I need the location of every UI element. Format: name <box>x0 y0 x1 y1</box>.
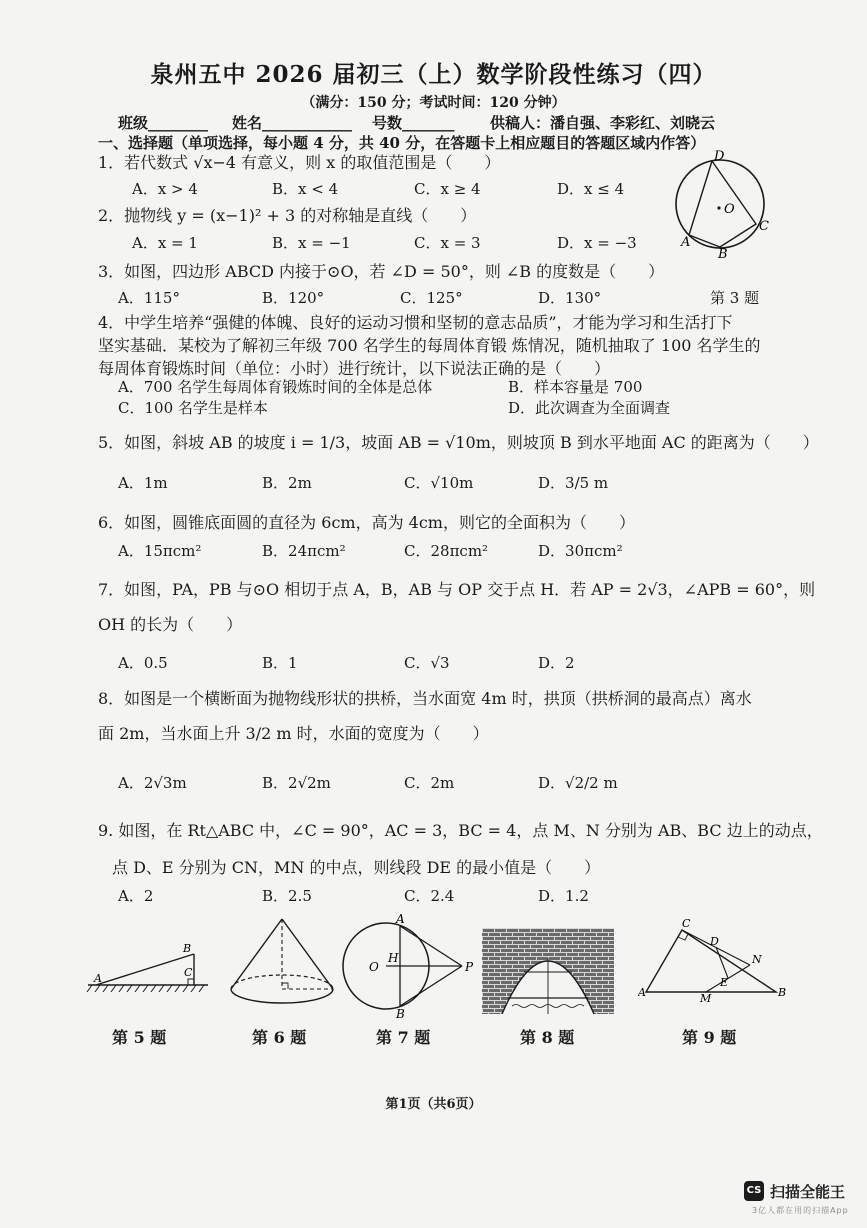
authors-label: 供稿人：潘自强、李彩红、刘晓云 <box>490 114 716 132</box>
label-n: N <box>752 953 762 966</box>
q6-option-d: D．30πcm² <box>538 542 623 560</box>
q1-option-d: D．x ≤ 4 <box>557 180 625 198</box>
figure-caption-9: 第 9 题 <box>682 1028 737 1047</box>
question-9-line-2: 点 D、E 分别为 CN，MN 的中点，则线段 DE 的最小值是（ ） <box>112 858 601 877</box>
q3-option-a: A．115° <box>118 289 180 307</box>
label-h: H <box>388 951 399 965</box>
q9-option-a: A．2 <box>118 887 154 905</box>
q7-option-a: A．0.5 <box>118 654 168 672</box>
q2-option-b: B．x = −1 <box>272 234 351 252</box>
label-o: O <box>369 960 379 974</box>
label-a: A <box>94 972 102 985</box>
q9-option-d: D．1.2 <box>538 887 589 905</box>
q4-option-c: C．100 名学生是样本 <box>118 399 268 417</box>
question-2: 2．抛物线 y = (x−1)² + 3 的对称轴是直线（ ） <box>98 206 477 225</box>
label-m: M <box>700 992 712 1004</box>
q1-option-c: C．x ≥ 4 <box>414 180 481 198</box>
label-b: B <box>183 942 192 955</box>
label-b: B <box>396 1007 405 1020</box>
label-c: C <box>682 917 691 930</box>
q7-option-d: D．2 <box>538 654 575 672</box>
q4-option-d: D．此次调查为全面调查 <box>508 399 671 417</box>
question-1: 1．若代数式 √x−4 有意义，则 x 的取值范围是（ ） <box>98 153 501 172</box>
q8-option-d: D．√2/2 m <box>538 774 618 792</box>
q1-option-b: B．x < 4 <box>272 180 339 198</box>
exam-subtitle: （满分：150 分；考试时间：120 分钟） <box>301 95 566 111</box>
ground-hatching <box>87 985 204 992</box>
slope-ab <box>96 954 194 985</box>
q7-option-c: C．√3 <box>404 654 450 672</box>
q3-figure-caption: 第 3 题 <box>710 289 760 307</box>
q5-option-c: C．√10m <box>404 474 474 492</box>
q4-option-b: B．样本容量是 700 <box>508 378 643 396</box>
q1-option-a: A．x > 4 <box>132 180 198 198</box>
question-9-line-1: 9. 如图，在 Rt△ABC 中，∠C = 90°，AC = 3，BC = 4，点 M、N 分别为 AB、BC 边上的动点， <box>98 821 823 840</box>
scanner-logo-icon: CS <box>744 1181 764 1201</box>
figure-caption-5: 第 5 题 <box>112 1028 167 1047</box>
q6-option-a: A．15πcm² <box>118 542 202 560</box>
label-c: C <box>184 966 193 979</box>
figure-q9-right-triangle <box>638 916 792 1004</box>
q8-option-a: A．2√3m <box>118 774 187 792</box>
question-4-line-2: 坚实基础．某校为了解初三年级 700 名学生的每周体育锻 炼情况，随机抽取了 100 名学生的 <box>98 336 761 355</box>
scanner-app-name: 扫描全能王 <box>770 1183 846 1201</box>
q6-option-c: C．28πcm² <box>404 542 489 560</box>
q8-option-c: C．2m <box>404 774 455 792</box>
label-c: C <box>759 219 769 234</box>
question-3: 3．如图，四边形 ABCD 内接于⊙O，若 ∠D = 50°，则 ∠B 的度数是（ ） <box>98 262 665 281</box>
section-heading: 一、选择题（单项选择，每小题 4 分，共 40 分，在答题卡上相应题目的答题区域内作答） <box>98 134 706 152</box>
question-7-line-1: 7．如图，PA，PB 与⊙O 相切于点 A，B，AB 与 OP 交于点 H．若 AP = 2√3，∠APB = 60°，则 <box>98 580 816 599</box>
figure-caption-7: 第 7 题 <box>376 1028 431 1047</box>
q3-option-c: C．125° <box>400 289 463 307</box>
q8-option-b: B．2√2m <box>262 774 331 792</box>
right-angle-mark <box>282 983 288 989</box>
cone-base-front <box>231 989 333 1003</box>
q2-option-c: C．x = 3 <box>414 234 481 252</box>
question-8-line-1: 8．如图是一个横断面为抛物线形状的拱桥，当水面宽 4m 时，拱顶（拱桥洞的最高点）离水 <box>98 689 752 708</box>
question-7-line-2: OH 的长为（ ） <box>98 615 243 634</box>
label-p: P <box>465 960 474 974</box>
figure-q8-arch-bridge <box>482 928 614 1014</box>
question-4-line-3: 每周体育锻炼时间（单位：小时）进行统计，以下说法正确的是（ ） <box>98 359 611 378</box>
cone-right-edge <box>282 919 333 989</box>
label-a: A <box>396 912 405 926</box>
label-d: D <box>714 149 725 164</box>
q5-option-d: D．3/5 m <box>538 474 609 492</box>
figure-q6-cone <box>224 915 340 1015</box>
figure-q5-slope <box>84 935 214 999</box>
q2-option-a: A．x = 1 <box>132 234 198 252</box>
quadrilateral-abcd <box>689 161 756 247</box>
label-d: D <box>710 935 719 948</box>
question-4-line-1: 4．中学生培养“强健的体魄、良好的运动习惯和坚韧的意志品质”，才能为学习和生活打下 <box>98 313 733 332</box>
q7-option-b: B．1 <box>262 654 298 672</box>
q6-option-b: B．24πcm² <box>262 542 346 560</box>
q4-option-a: A．700 名学生每周体育锻炼时间的全体是总体 <box>118 378 433 396</box>
segment-de <box>716 947 728 978</box>
center-point <box>717 206 720 209</box>
tangent-pa <box>400 926 462 966</box>
exam-title: 泉州五中 2026 届初三（上）数学阶段性练习（四） <box>150 61 717 88</box>
class-field-label: 班级________ <box>118 114 209 132</box>
figure-q7-tangents <box>340 912 480 1020</box>
right-angle-mark <box>188 979 194 985</box>
name-field-label: 姓名____________ <box>232 114 353 132</box>
scanner-tagline: 3亿人都在用的扫描App <box>752 1206 849 1215</box>
label-b: B <box>718 247 728 260</box>
q2-option-d: D．x = −3 <box>557 234 637 252</box>
q5-option-b: B．2m <box>262 474 312 492</box>
cone-left-edge <box>231 919 282 989</box>
label-a: A <box>681 235 691 250</box>
figure-caption-6: 第 6 题 <box>252 1028 307 1047</box>
figure-q3-circle <box>672 148 776 260</box>
q5-option-a: A．1m <box>118 474 168 492</box>
number-field-label: 号数_______ <box>372 114 455 132</box>
label-e: E <box>720 976 729 989</box>
q3-option-b: B．120° <box>262 289 325 307</box>
label-a: A <box>638 986 646 999</box>
tangent-pb <box>400 966 462 1006</box>
q9-option-c: C．2.4 <box>404 887 455 905</box>
q9-option-b: B．2.5 <box>262 887 312 905</box>
question-8-line-2: 面 2m，当水面上升 3/2 m 时，水面的宽度为（ ） <box>98 724 489 743</box>
figure-caption-8: 第 8 题 <box>520 1028 575 1047</box>
q3-option-d: D．130° <box>538 289 602 307</box>
label-b: B <box>778 986 787 999</box>
question-5: 5．如图，斜坡 AB 的坡度 i = 1/3，坡面 AB = √10m，则坡顶 B 到水平地面 AC 的距离为（ ） <box>98 433 819 452</box>
page-number: 第1页（共6页） <box>385 1097 482 1112</box>
question-6: 6．如图，圆锥底面圆的直径为 6cm，高为 4cm，则它的全面积为（ ） <box>98 513 635 532</box>
label-o: O <box>724 202 735 217</box>
